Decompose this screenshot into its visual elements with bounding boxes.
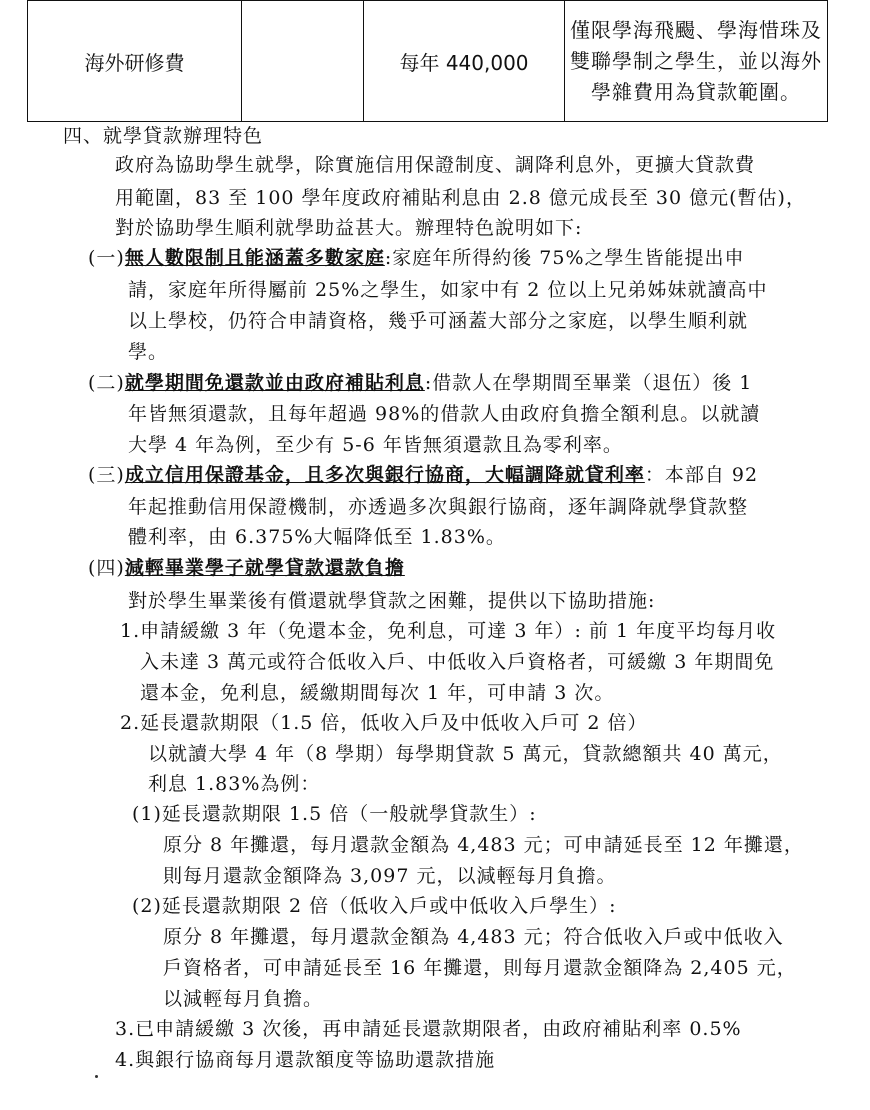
- feature-intro: 對於學生畢業後有償還就學貸款之困難，提供以下協助措施:: [128, 590, 656, 612]
- feature-text: :家庭年所得約後 75%之學生皆能提出申: [384, 247, 745, 269]
- loan-cost-table: [27, 0, 828, 122]
- sub-line: 原分 8 年攤還，每月還款金額為 4,483 元；可申請延長至 12 年攤還，: [163, 834, 804, 856]
- note-line: 僅限學海飛颺、學海惜珠及: [570, 17, 822, 42]
- feature-2: [88, 369, 752, 397]
- feature-line: 年起推動信用保證機制，亦透過多次與銀行協商，逐年調降就學貸款整: [128, 496, 749, 518]
- note-line: 雙聯學制之學生，並以海外: [570, 48, 822, 73]
- example-line: 以就讀大學 4 年（8 學期）每學期貸款 5 萬元，貸款總額共 40 萬元，: [148, 743, 783, 765]
- measure-line: 還本金，免利息，緩繳期間每次 1 年，可申請 3 次。: [140, 682, 615, 704]
- sub-line: 戶資格者，可申請延長至 16 年攤還，則每月還款金額降為 2,405 元，: [163, 957, 797, 979]
- feature-line: 以上學校，仍符合申請資格，幾乎可涵蓋大部分之家庭，以學生順利就: [128, 310, 749, 332]
- feature-4: [88, 554, 405, 582]
- table-row: [28, 1, 828, 122]
- scan-speck: [95, 1075, 98, 1078]
- feature-marker: (三): [88, 464, 125, 486]
- sub-line: 原分 8 年攤還，每月還款金額為 4,483 元；符合低收入戶或中低收入: [163, 926, 784, 948]
- feature-marker: (二): [88, 372, 125, 394]
- feature-line: 大學 4 年為例，至少有 5-6 年皆無須還款且為零利率。: [128, 434, 623, 456]
- feature-title: 成立信用保證基金，且多次與銀行協商，大幅調降就貸利率: [124, 464, 645, 486]
- feature-title: 減輕畢業學子就學貸款還款負擔: [124, 557, 405, 579]
- example-line: 利息 1.83%為例：: [148, 773, 321, 795]
- measure-line: 入未達 3 萬元或符合低收入戶、中低收入戶資格者，可緩繳 3 年期間免: [140, 651, 775, 673]
- intro-line: 用範圍，83 至 100 學年度政府補貼利息由 2.8 億元成長至 30 億元(暫估)，: [115, 187, 806, 209]
- feature-line: 請，家庭年所得屬前 25%之學生，如家中有 2 位以上兄弟姊妹就讀高中: [128, 279, 768, 301]
- note-cell: [565, 1, 828, 122]
- feature-line: 體利率，由 6.375%大幅降低至 1.83%。: [128, 526, 506, 548]
- amount-cell: 每年 440,000: [364, 1, 565, 122]
- intro-line: 對於協助學生順利就學助益甚大。辦理特色說明如下:: [115, 217, 583, 239]
- intro-line: 政府為協助學生就學，除實施信用保證制度、調降利息外，更擴大貸款費: [115, 154, 756, 176]
- feature-line: 學。: [128, 341, 169, 363]
- feature-line: 年皆無須還款，且每年超過 98%的借款人由政府負擔全額利息。以就讀: [128, 403, 761, 425]
- feature-text: :借款人在學期間至畢業（退伍）後 1: [424, 372, 753, 394]
- feature-1: [88, 244, 745, 272]
- item-cell: 海外研修費: [28, 1, 242, 122]
- measure-2: 2.延長還款期限（1.5 倍，低收入戶及中低收入戶可 2 倍）: [120, 712, 648, 734]
- blank-cell: [242, 1, 364, 122]
- feature-title: 無人數限制且能涵蓋多數家庭: [124, 247, 385, 269]
- sub-line: 以減輕每月負擔。: [163, 988, 324, 1010]
- feature-text: ：本部自 92: [644, 464, 759, 486]
- feature-3: [88, 461, 758, 489]
- measure-4: 4.與銀行協商每月還款額度等協助還款措施: [115, 1049, 496, 1071]
- sub-option-2: (2)延長還款期限 2 倍（低收入戶或中低收入戶學生）:: [132, 895, 617, 917]
- feature-marker: (一): [88, 247, 125, 269]
- feature-marker: (四): [88, 557, 125, 579]
- sub-line: 則每月還款金額降為 3,097 元，以減輕每月負擔。: [163, 865, 617, 887]
- note-line: 學雜費用為貸款範圍。: [591, 79, 801, 104]
- section-heading: 四、就學貸款辦理特色: [63, 125, 264, 147]
- feature-title: 就學期間免還款並由政府補貼利息: [124, 372, 425, 394]
- measure-3: 3.已申請緩繳 3 次後，再申請延長還款期限者，由政府補貼利率 0.5%: [115, 1018, 742, 1040]
- measure-1: 1.申請緩繳 3 年（免還本金，免利息，可達 3 年）: 前 1 年度平均每月收: [120, 620, 777, 642]
- sub-option-1: (1)延長還款期限 1.5 倍（一般就學貸款生）:: [132, 803, 537, 825]
